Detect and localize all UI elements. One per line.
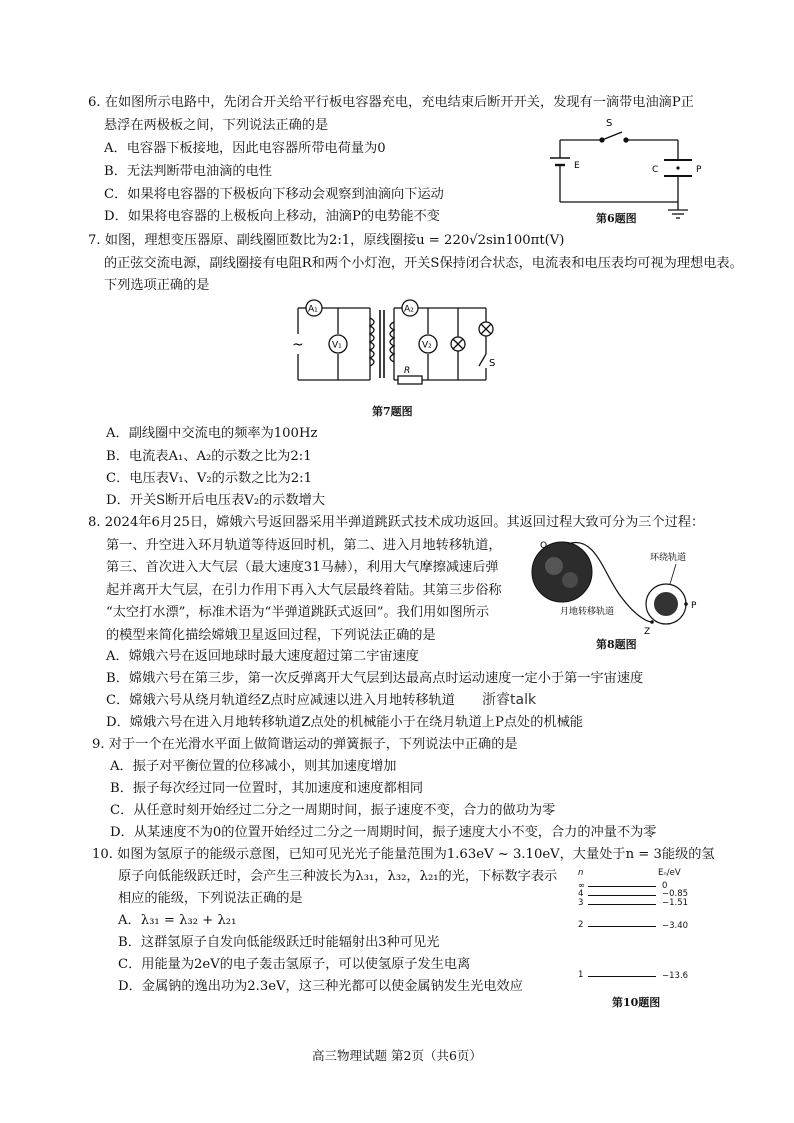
q9-option-d: D．从某速度不为0的位置开始经过二分之一周期时间，振子速度大小不变，合力的冲量不为零 bbox=[110, 825, 657, 840]
q7-fig-v2: V₂ bbox=[422, 340, 432, 351]
q6-option-d: D．如果将电容器的上极板向上移动，油滴P的电势能不变 bbox=[104, 209, 440, 224]
q7-stem-line3: 下列选项正确的是 bbox=[104, 278, 210, 293]
q6-fig-label-s: S bbox=[606, 118, 613, 129]
q10-energy-level-figure bbox=[578, 868, 698, 986]
q8-option-a: A．嫦娥六号在返回地球时最大速度超过第二宇宙速度 bbox=[106, 649, 419, 664]
q9-option-c: C．从任意时刻开始经过二分之一周期时间，振子速度不变，合力的做功为零 bbox=[110, 803, 556, 818]
q10-level-line bbox=[588, 895, 656, 896]
q7-option-c: C．电压表V₁、V₂的示数之比为2:1 bbox=[106, 471, 312, 486]
q10-level-e: −13.6 bbox=[662, 971, 689, 981]
q10-level-n: 4 bbox=[578, 889, 584, 899]
q8-option-b: B．嫦娥六号在第三步，第一次反弹离开大气层到达最高点时运动速度一定小于第一宇宙速度 bbox=[106, 671, 644, 686]
q7-option-d: D．开关S断开后电压表V₂的示数增大 bbox=[106, 493, 326, 508]
q8-figure-caption: 第8题图 bbox=[596, 638, 637, 651]
q10-option-d: D．金属钠的逸出功为2.3eV，这三种光都可以使金属钠发生光电效应 bbox=[118, 979, 523, 994]
page-footer: 高三物理试题 第2页（共6页） bbox=[312, 1048, 482, 1063]
q8-option-d: D．嫦娥六号在进入月地转移轨道Z点处的机械能小于在绕月轨道上P点处的机械能 bbox=[106, 715, 583, 730]
q6-fig-label-p: P bbox=[696, 165, 702, 175]
q7-fig-v1: V₁ bbox=[332, 340, 342, 351]
q10-level-line bbox=[588, 976, 656, 977]
q6-figure-caption: 第6题图 bbox=[596, 212, 637, 225]
q8-line3: 第三、首次进入大气层（最大速度31马赫），利用大气摩擦减速后弹 bbox=[106, 560, 499, 575]
q8-fig-label-o: O bbox=[540, 541, 548, 551]
q10-stem-line3: 相应的能级，下列说法正确的是 bbox=[118, 891, 303, 906]
q6-option-b: B．无法判断带电油滴的电性 bbox=[104, 164, 272, 179]
watermark: 浙睿talk bbox=[482, 692, 537, 708]
q10-option-c: C．用能量为2eV的电子轰击氢原子，可以使氢原子发生电离 bbox=[118, 957, 471, 972]
q10-level-n: ∞ bbox=[578, 881, 586, 891]
q10-option-a: A．λ₃₁ = λ₃₂ + λ₂₁ bbox=[118, 913, 237, 928]
q10-figure-caption: 第10题图 bbox=[612, 996, 661, 1009]
q10-level-line bbox=[588, 904, 656, 905]
q7-option-b: B．电流表A₁、A₂的示数之比为2:1 bbox=[106, 449, 312, 464]
q10-level-e: 0 bbox=[662, 881, 668, 891]
q8-orbit-figure bbox=[526, 536, 706, 636]
q7-stem-line2: 的正弦交流电源，副线圈接有电阻R和两个小灯泡，开关S保持闭合状态，电流表和电压表均可视为理想电表。 bbox=[104, 256, 743, 271]
q9-option-b: B．振子每次经过同一位置时，其加速度和速度都相同 bbox=[110, 781, 424, 796]
q10-level-n: 1 bbox=[578, 970, 584, 980]
q6-option-c: C．如果将电容器的下极板向下移动会观察到油滴向下运动 bbox=[104, 187, 444, 202]
q7-option-a: A．副线圈中交流电的频率为100Hz bbox=[106, 426, 318, 441]
q9-option-a: A．振子对平衡位置的位移减小，则其加速度增加 bbox=[110, 759, 397, 774]
q10-level-line bbox=[588, 886, 656, 887]
q10-option-b: B．这群氢原子自发向低能级跃迁时能辐射出3种可见光 bbox=[118, 935, 440, 950]
q10-level-e: −1.51 bbox=[662, 898, 689, 908]
q8-line5: “太空打水漂”，标准术语为“半弹道跳跃式返回”。我们用如图所示 bbox=[106, 605, 490, 620]
q10-level-n: 2 bbox=[578, 920, 584, 930]
q7-fig-a2: A₂ bbox=[404, 304, 414, 315]
q7-transformer-figure bbox=[286, 296, 498, 388]
q8-fig-label-z: Z bbox=[644, 627, 651, 636]
q10-fig-n-header: n bbox=[578, 868, 584, 878]
q7-stem-line1: 7. 如图，理想变压器原、副线圈匝数比为2:1，原线圈接u = 220√2sin100πt(V) bbox=[88, 233, 565, 248]
q10-stem-line1: 10. 如图为氢原子的能级示意图，已知可见光光子能量范围为1.63eV ~ 3.10eV，大量处于n = 3能级的氢 bbox=[92, 847, 715, 862]
q6-stem-line2: 悬浮在两极板之间，下列说法正确的是 bbox=[104, 118, 329, 133]
q8-fig-label-p: P bbox=[691, 601, 697, 611]
q7-figure-caption: 第7题图 bbox=[372, 405, 413, 418]
q7-fig-ac-source: ~ bbox=[292, 337, 304, 353]
q8-fig-label-transfer: 月地转移轨道 bbox=[560, 607, 615, 617]
q8-fig-label-orbit: 环绕轨道 bbox=[650, 553, 687, 563]
q6-fig-label-e: E bbox=[574, 161, 580, 171]
q10-level-n: 3 bbox=[578, 898, 584, 908]
q8-line6: 的模型来简化描绘嫦娥卫星返回过程，下列说法正确的是 bbox=[106, 628, 436, 643]
q10-stem-line2: 原子向低能级跃迁时，会产生三种波长为λ₃₁，λ₃₂，λ₂₁的光，下标数字表示 bbox=[118, 869, 558, 884]
q7-fig-a1: A₁ bbox=[308, 304, 318, 315]
q8-line2: 第一、升空进入环月轨道等待返回时机，第二、进入月地转移轨道， bbox=[106, 538, 502, 553]
q6-stem-line1: 6. 在如图所示电路中，先闭合开关给平行板电容器充电，充电结束后断开开关，发现有一滴带电油滴P正 bbox=[88, 95, 694, 110]
q9-stem: 9. 对于一个在光滑水平面上做简谐运动的弹簧振子，下列说法中正确的是 bbox=[92, 737, 518, 752]
q10-level-line bbox=[588, 926, 656, 927]
q8-line4: 起并离开大气层，在引力作用下再入大气层最终着陆。其第三步俗称 bbox=[106, 583, 502, 598]
q10-level-e: −3.40 bbox=[662, 921, 689, 931]
q10-level-e: −0.85 bbox=[662, 889, 689, 899]
q6-fig-label-c: C bbox=[652, 165, 659, 175]
q7-fig-label-r: R bbox=[404, 366, 411, 376]
q7-fig-label-s: S bbox=[489, 358, 496, 369]
q8-line1: 8. 2024年6月25日，嫦娥六号返回器采用半弹道跳跃式技术成功返回。其返回过程大致可分为三个过程： bbox=[88, 515, 705, 530]
q6-option-a: A．电容器下板接地，因此电容器所带电荷量为0 bbox=[104, 141, 386, 156]
q10-fig-e-header: Eₙ/eV bbox=[658, 868, 681, 878]
q8-option-c: C．嫦娥六号从绕月轨道经Z点时应减速以进入月地转移轨道 bbox=[106, 693, 455, 708]
